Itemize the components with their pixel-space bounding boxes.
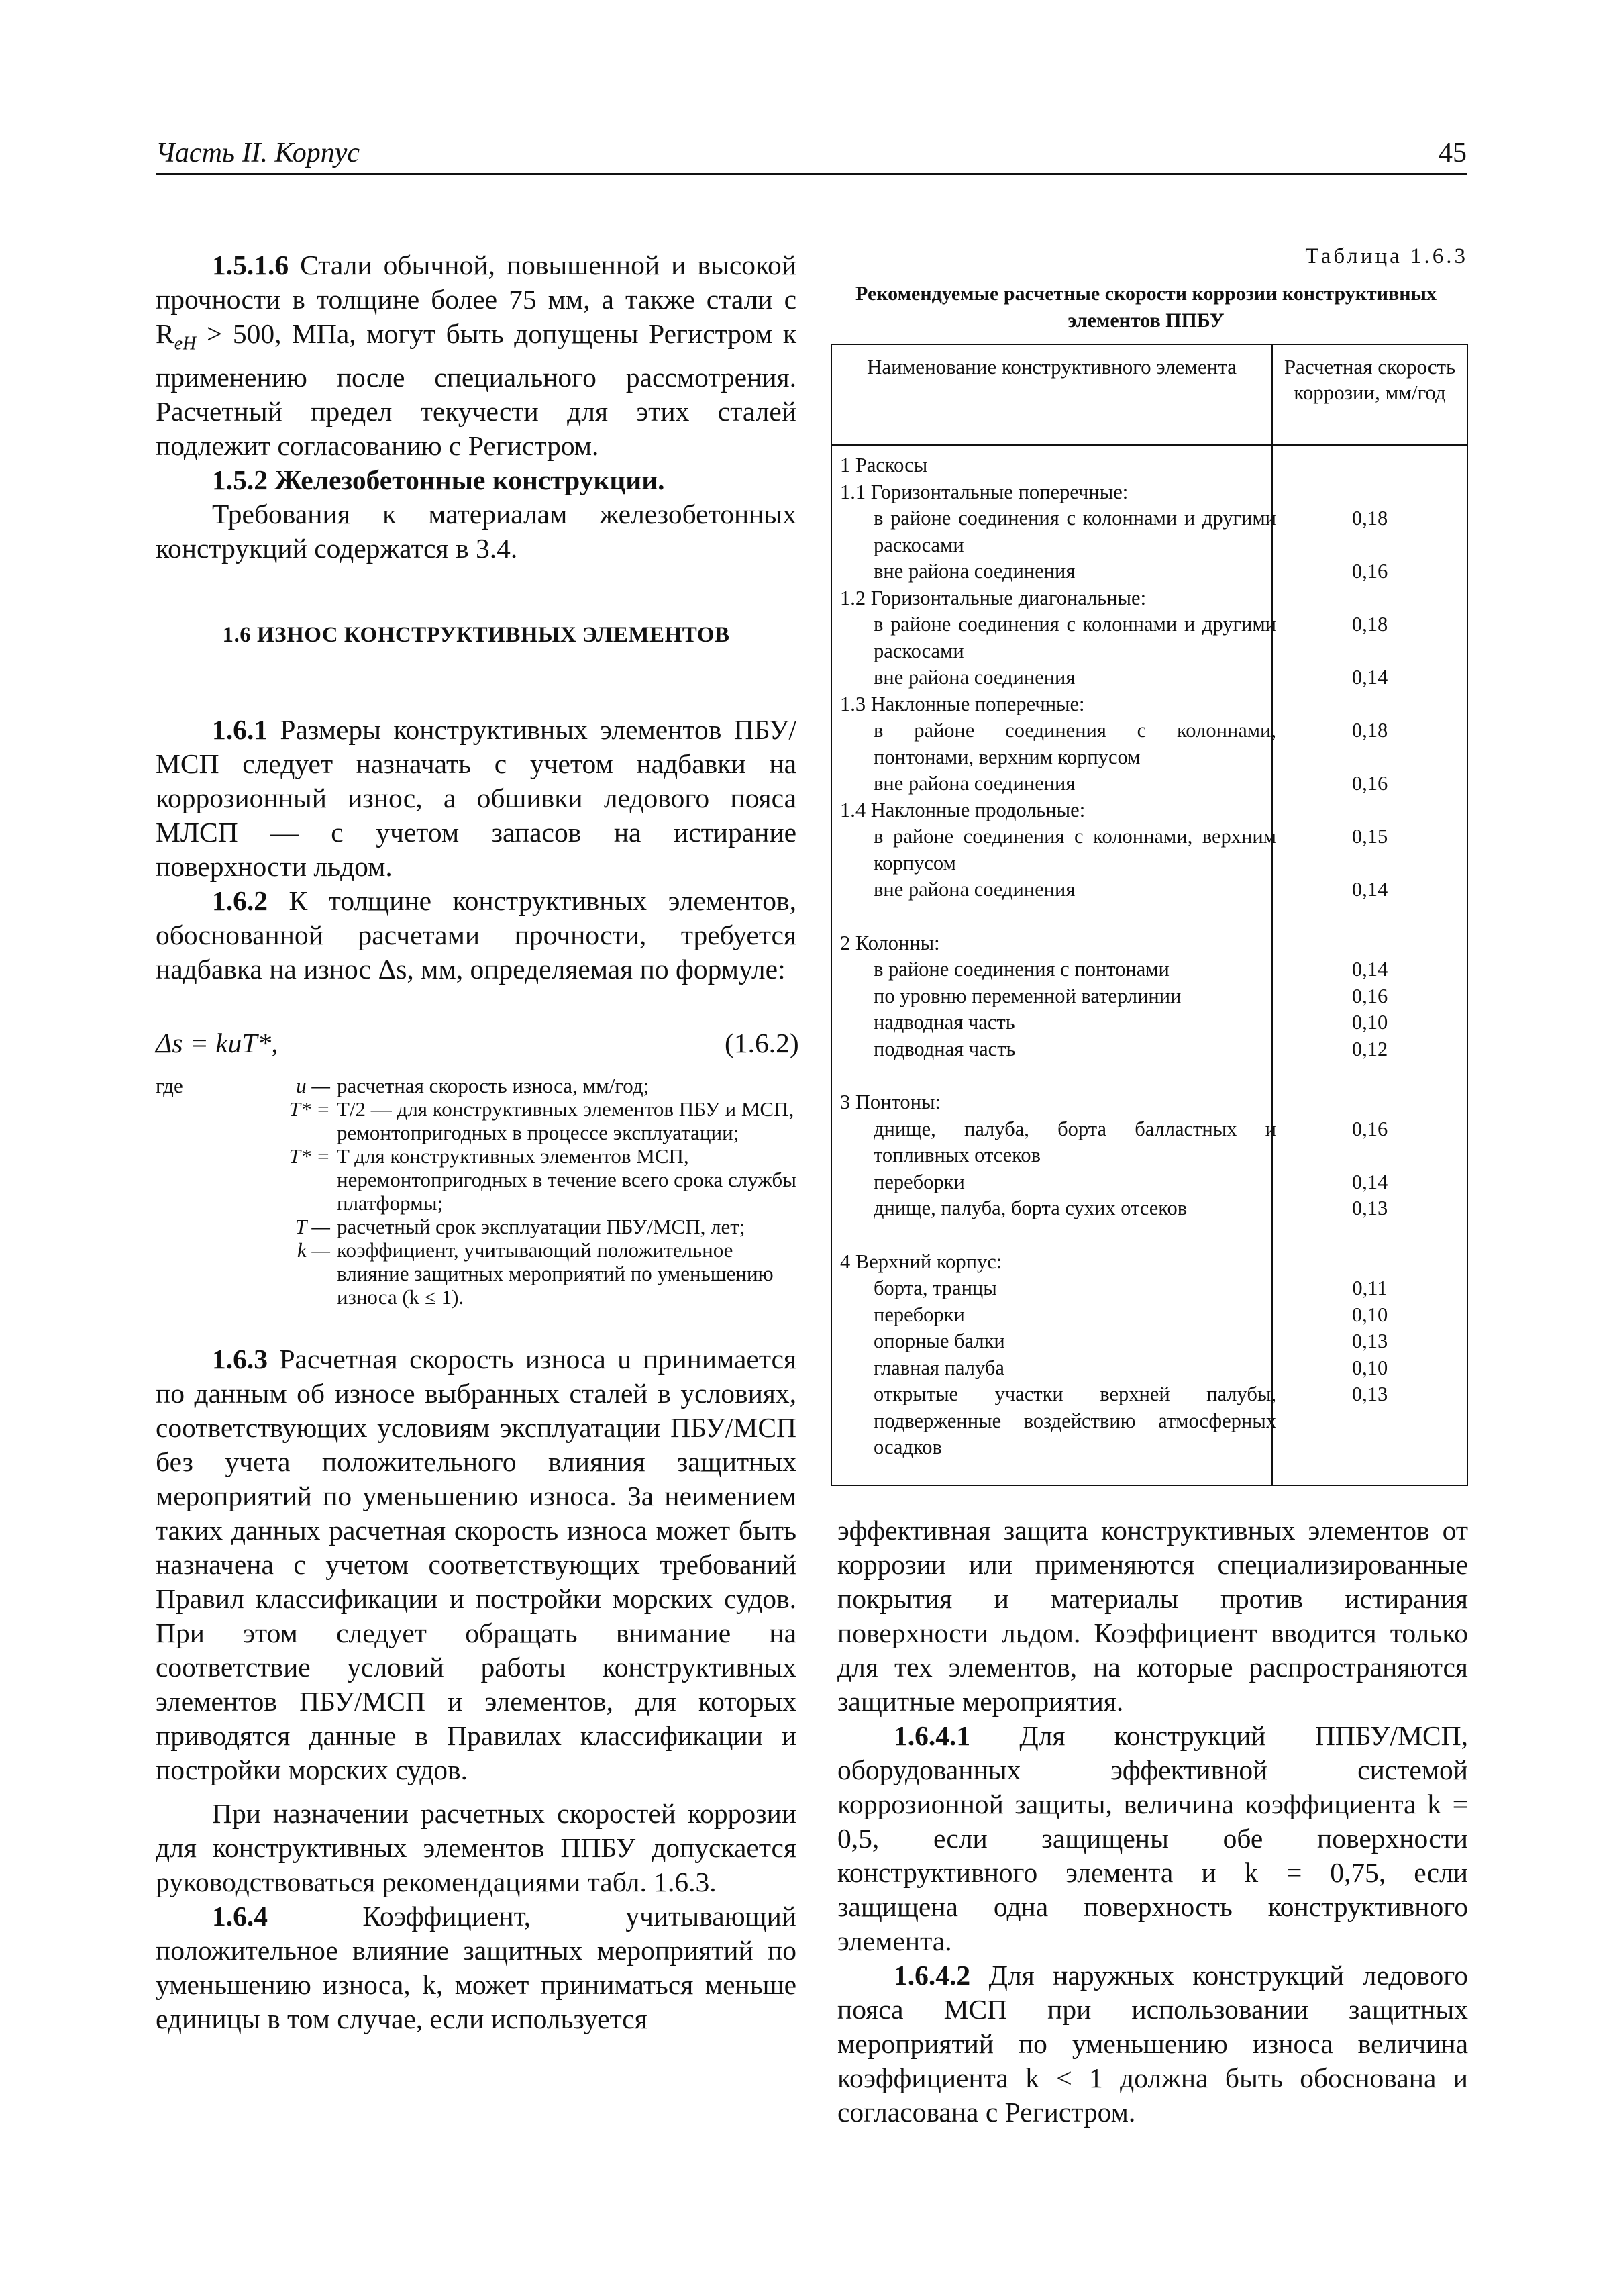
table-cell-value: 0,14	[1351, 878, 1388, 901]
table-cell-value: 0,12	[1351, 1037, 1388, 1060]
table-cell-name: 4 Верхний корпус:	[840, 1250, 1002, 1273]
paragraph-text: > 500, МПа, могут быть допущены Регистром к применению после специального рассмотрения. Расчетный предел текучести для этих сталей подлежит согласованию с Регистром.	[156, 318, 796, 462]
table-row	[832, 983, 1467, 1010]
table-cell-value: 0,15	[1351, 825, 1388, 848]
table-cell-value: 0,16	[1351, 560, 1388, 583]
table-cell-name: 2 Колонны:	[840, 931, 940, 954]
table-row	[832, 1195, 1467, 1222]
paragraph-1-5-2: Требования к материалам железобетонных конструкций содержатся в 3.4.	[156, 499, 796, 564]
legend-text: T/2 — для конструктивных элементов ПБУ и МСП, ремонтопригодных в процессе эксплуатации;	[337, 1097, 794, 1144]
formula: Δs = kuT*,	[156, 1028, 278, 1058]
paragraph-text: К толщине конструктивных элементов, обоснованной расчетами прочности, требуется надбавка на износ Δs, мм, определяемая по формуле:	[156, 885, 796, 985]
table-group-gap	[832, 1062, 1467, 1089]
legend-row	[156, 1144, 796, 1215]
page-header	[156, 132, 1467, 175]
legend-symbol: T —	[295, 1215, 330, 1238]
table-cell-name: 1 Раскосы	[840, 454, 928, 477]
table-cell-name: в районе соединения с колоннами, верхним корпусом	[874, 825, 1276, 875]
legend-symbol: u —	[296, 1074, 330, 1097]
table-cell-name: вне района соединения	[874, 666, 1076, 689]
table-row	[832, 1116, 1467, 1169]
legend-text: коэффициент, учитывающий положительное влияние защитных мероприятий по уменьшению износа (k ≤ 1).	[337, 1238, 774, 1309]
table-row	[832, 770, 1467, 797]
table-row	[832, 1249, 1467, 1276]
table-cell-value: 0,10	[1351, 1303, 1388, 1326]
clause-number: 1.6.1	[212, 714, 268, 745]
table-cell-name: в районе соединения с колоннами и другими раскосами	[874, 507, 1276, 556]
table-cell-name: переборки	[874, 1303, 965, 1326]
table-row	[832, 1036, 1467, 1063]
legend-row	[156, 1238, 796, 1309]
paragraph-text: Размеры конструктивных элементов ПБУ/МСП следует назначать с учетом надбавки на коррозионный износ, а обшивки ледового пояса МЛСП — с учетом запасов на истирание поверхности льдом.	[156, 714, 796, 882]
table-row	[832, 1275, 1467, 1302]
table-cell-value: 0,18	[1351, 613, 1388, 636]
table-cell-value: 0,10	[1351, 1011, 1388, 1034]
table-cell-name: 1.3 Наклонные поперечные:	[840, 692, 1085, 715]
table-row	[832, 1169, 1467, 1196]
table-cell-value: 0,16	[1351, 984, 1388, 1007]
table-cell-name: открытые участки верхней палубы, подверженные воздействию атмосферных осадков	[874, 1383, 1276, 1458]
table-cell-name: 3 Понтоны:	[840, 1091, 941, 1113]
table-row	[832, 823, 1467, 877]
legend-symbol: T* =	[289, 1097, 330, 1121]
table-cell-value: 0,13	[1351, 1197, 1388, 1219]
legend-row	[156, 1097, 796, 1144]
paragraph-continued: эффективная защита конструктивных элементов от коррозии или применяются специализированные покрытия и материалы против истирания поверхности льдом. Коэффициент вводится только для тех элементов, на которые распространяются защитные мероприятия.	[837, 1515, 1468, 1717]
table-cell-value: 0,18	[1351, 719, 1388, 742]
table-cell-name: в районе соединения с колоннами и другими раскосами	[874, 613, 1276, 662]
page-number: 45	[1439, 138, 1467, 168]
formula-legend	[156, 1074, 796, 1309]
table-cell-name: переборки	[874, 1170, 965, 1193]
table-cell-name: 1.4 Наклонные продольные:	[840, 798, 1086, 821]
left-column-top	[156, 248, 796, 566]
table-cell-name: борта, транцы	[874, 1277, 997, 1299]
subscript: eH	[174, 333, 197, 354]
table-cell-value: 0,18	[1351, 507, 1388, 530]
table-row	[832, 1089, 1467, 1116]
clause-number: 1.6.4.1	[894, 1720, 971, 1751]
paragraph-1-6-4-2	[837, 1958, 1468, 2130]
table-cell-name: вне района соединения	[874, 560, 1076, 583]
legend-symbol: T* =	[289, 1144, 330, 1168]
clause-number: 1.6.3	[212, 1344, 268, 1375]
table-cell-name: главная палуба	[874, 1356, 1004, 1379]
legend-text: T для конструктивных элементов МСП, неремонтопригодных в течение всего срока службы платформы;	[337, 1144, 796, 1215]
table-row	[832, 664, 1467, 691]
table-row	[832, 558, 1467, 585]
table-caption: Таблица 1.6.3	[1305, 244, 1468, 268]
table-cell-value: 0,13	[1351, 1330, 1388, 1352]
table-row	[832, 611, 1467, 664]
legend-label: где	[156, 1074, 183, 1097]
table-cell-value: 0,16	[1351, 772, 1388, 795]
table-cell-value: 0,14	[1351, 958, 1388, 981]
paragraph-1-6-4	[156, 1899, 796, 2036]
paragraph-text: Стали обычной, повышенной и высокой прочности в толщине более 75 мм, а также стали с R	[156, 250, 796, 349]
table-cell-value: 0,10	[1351, 1356, 1388, 1379]
legend-row	[156, 1215, 796, 1238]
heading-1-5-2: 1.5.2 Железобетонные конструкции.	[212, 464, 665, 496]
table-row	[832, 452, 1467, 479]
legend-symbol: k —	[297, 1238, 330, 1262]
table-row	[832, 1328, 1467, 1355]
right-column-bottom	[837, 1513, 1468, 2130]
legend-text: расчетный срок эксплуатации ПБУ/МСП, лет;	[337, 1215, 745, 1238]
left-column-bottom	[156, 1342, 796, 2036]
table-header-divider	[832, 444, 1467, 446]
paragraph-text: Для конструкций ППБУ/МСП, оборудованных эффективной системой коррозионной защиты, величина коэффициента k = 0,5, если защищены обе поверхности конструктивного элемента и k = 0,75, если защищена одна поверхность конструктивного элемента.	[837, 1720, 1468, 1956]
table-cell-name: 1.2 Горизонтальные диагональные:	[840, 586, 1147, 609]
paragraph-1-6-3	[156, 1342, 796, 1787]
table-header-name: Наименование конструктивного элемента	[866, 355, 1237, 379]
paragraph-text: Расчетная скорость износа u принимается по данным об износе выбранных сталей в условиях, соответствующих условиям эксплуатации ПБУ/МСП без учета положительного влияния защитных мероприятий по уменьшению износа. За неимением таких данных расчетная скорость износа может быть назначена с учетом соответствующих требований Правил классификации и постройки морских судов. При этом следует обращать внимание на соответствие условий работы конструктивных элементов ПБУ/МСП и элементов, для которых приводятся данные в Правилах классификации и постройки морских судов.	[156, 1344, 796, 1785]
paragraph-text: Для наружных конструкций ледового пояса МСП при использовании защитных мероприятий по уменьшению износа величина коэффициента k < 1 должна быть обоснована и согласована с Регистром.	[837, 1960, 1468, 2128]
paragraph-1-5-1-6	[156, 248, 796, 463]
paragraph-1-6-4-1	[837, 1719, 1468, 1958]
legend-text: расчетная скорость износа, мм/год;	[337, 1074, 649, 1097]
legend-row	[156, 1074, 796, 1097]
table-cell-value: 0,13	[1351, 1383, 1388, 1405]
table-row	[832, 930, 1467, 957]
table-row	[832, 877, 1467, 903]
table-row	[832, 1009, 1467, 1036]
paragraph-1-6-1	[156, 713, 796, 884]
table-row	[832, 479, 1467, 506]
table-cell-name: подводная часть	[874, 1037, 1016, 1060]
paragraph-1-6-3-b: При назначении расчетных скоростей коррозии для конструктивных элементов ППБУ допускается руководствоваться рекомендациями табл. 1.6.3.	[156, 1798, 796, 1897]
table-row	[832, 691, 1467, 718]
table-cell-name: днище, палуба, борта балластных и топливных отсеков	[874, 1117, 1276, 1166]
clause-number: 1.6.4.2	[894, 1960, 971, 1991]
table-cell-value: 0,14	[1351, 666, 1388, 689]
table-cell-value: 0,14	[1351, 1170, 1388, 1193]
table-group-gap	[832, 903, 1467, 930]
clause-number: 1.6.2	[212, 885, 268, 916]
section-title: 1.6 ИЗНОС КОНСТРУКТИВНЫХ ЭЛЕМЕНТОВ	[222, 623, 730, 647]
table-row	[832, 1381, 1467, 1461]
clause-number: 1.5.1.6	[212, 250, 289, 281]
table-row	[832, 1302, 1467, 1329]
formula-number: (1.6.2)	[725, 1028, 799, 1058]
left-column-middle	[156, 713, 796, 987]
table-row	[832, 505, 1467, 558]
table-row	[832, 585, 1467, 612]
table-cell-name: днище, палуба, борта сухих отсеков	[874, 1197, 1188, 1219]
table-cell-name: 1.1 Горизонтальные поперечные:	[840, 480, 1129, 503]
clause-number: 1.6.4	[212, 1901, 268, 1932]
table-cell-name: вне района соединения	[874, 878, 1076, 901]
running-title: Часть II. Корпус	[156, 138, 360, 168]
table-row	[832, 1355, 1467, 1382]
table-header-value: Расчетная скорость коррозии, мм/год	[1284, 355, 1456, 404]
table-row	[832, 717, 1467, 770]
table-title: Рекомендуемые расчетные скорости коррозии конструктивных элементов ППБУ	[855, 283, 1437, 332]
table-cell-value: 0,11	[1352, 1277, 1388, 1299]
table-row	[832, 956, 1467, 983]
table-group-gap	[832, 1222, 1467, 1249]
table-cell-name: по уровню переменной ватерлинии	[874, 984, 1182, 1007]
table-cell-name: надводная часть	[874, 1011, 1015, 1034]
table-cell-name: в районе соединения с понтонами	[874, 958, 1170, 981]
corrosion-rate-table	[831, 344, 1468, 1486]
table-cell-name: в районе соединения с колоннами, понтонами, верхним корпусом	[874, 719, 1276, 768]
table-row	[832, 797, 1467, 824]
paragraph-1-6-2	[156, 884, 796, 987]
table-cell-name: опорные балки	[874, 1330, 1005, 1352]
table-cell-name: вне района соединения	[874, 772, 1076, 795]
table-cell-value: 0,16	[1351, 1117, 1388, 1140]
table-body	[832, 452, 1467, 1461]
paragraph-text: Коэффициент, учитывающий положительное влияние защитных мероприятий по уменьшению износа, k, может приниматься меньше единицы в том случае, если используется	[156, 1901, 796, 2034]
